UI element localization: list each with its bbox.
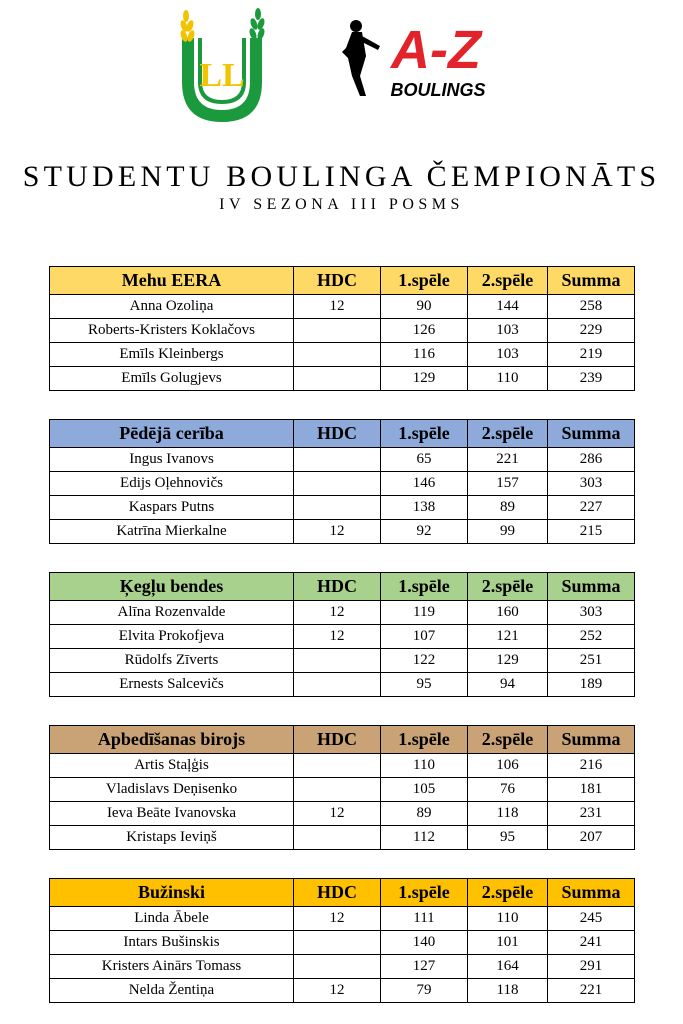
player-game2: 110 [468,907,548,931]
player-name: Katrīna Mierkalne [50,520,294,544]
player-game2: 129 [468,649,548,673]
total-header: Summa [548,420,635,448]
player-total: 231 [548,802,635,826]
player-row [50,649,635,673]
team-table [49,725,635,850]
player-game2: 118 [468,802,548,826]
player-game1: 129 [381,367,468,391]
player-game2: 95 [468,826,548,850]
player-total: 286 [548,448,635,472]
player-game2: 164 [468,955,548,979]
player-name: Kristers Ainārs Tomass [50,955,294,979]
player-game2: 110 [468,367,548,391]
player-total: 219 [548,343,635,367]
game2-header: 2.spēle [468,267,548,295]
player-game1: 146 [381,472,468,496]
player-row [50,448,635,472]
player-game2: 106 [468,754,548,778]
player-game2: 94 [468,673,548,697]
player-game2: 103 [468,343,548,367]
player-game1: 110 [381,754,468,778]
player-name: Edijs Oļehnovičs [50,472,294,496]
player-game2: 221 [468,448,548,472]
player-game2: 121 [468,625,548,649]
player-total: 303 [548,601,635,625]
az-boulings-logo [340,16,500,100]
player-game1: 79 [381,979,468,1003]
player-hdc: 12 [294,802,381,826]
player-row [50,673,635,697]
player-hdc [294,754,381,778]
player-total: 215 [548,520,635,544]
hdc-header: HDC [294,420,381,448]
player-hdc [294,649,381,673]
player-game1: 111 [381,907,468,931]
player-name: Emīls Kleinbergs [50,343,294,367]
player-name: Kaspars Putns [50,496,294,520]
team-header-row [50,879,635,907]
total-header: Summa [548,879,635,907]
team-name-header: Ķegļu bendes [50,573,294,601]
player-name: Vladislavs Deņisenko [50,778,294,802]
player-hdc [294,496,381,520]
player-name: Alīna Rozenvalde [50,601,294,625]
hdc-header: HDC [294,726,381,754]
player-hdc [294,472,381,496]
player-game2: 76 [468,778,548,802]
player-total: 189 [548,673,635,697]
player-game1: 92 [381,520,468,544]
player-total: 216 [548,754,635,778]
player-game2: 144 [468,295,548,319]
player-total: 207 [548,826,635,850]
hdc-header: HDC [294,267,381,295]
player-total: 291 [548,955,635,979]
player-hdc [294,826,381,850]
player-hdc [294,778,381,802]
player-row [50,826,635,850]
player-game2: 89 [468,496,548,520]
team-header-row [50,573,635,601]
page-subtitle: IV SEZONA III POSMS [219,196,464,213]
player-name: Linda Ābele [50,907,294,931]
player-game1: 112 [381,826,468,850]
player-name: Ieva Beāte Ivanovska [50,802,294,826]
player-hdc: 12 [294,601,381,625]
total-header: Summa [548,267,635,295]
player-row [50,601,635,625]
player-row [50,520,635,544]
player-row [50,931,635,955]
player-name: Ernests Salcevičs [50,673,294,697]
player-game2: 103 [468,319,548,343]
game2-header: 2.spēle [468,726,548,754]
player-row [50,802,635,826]
player-name: Nelda Žentiņa [50,979,294,1003]
player-game1: 116 [381,343,468,367]
player-row [50,319,635,343]
player-name: Rūdolfs Zīverts [50,649,294,673]
player-hdc: 12 [294,907,381,931]
total-header: Summa [548,726,635,754]
total-header: Summa [548,573,635,601]
player-game2: 157 [468,472,548,496]
hdc-header: HDC [294,573,381,601]
player-name: Roberts-Kristers Koklačovs [50,319,294,343]
team-table [49,266,635,391]
team-header-row [50,420,635,448]
player-hdc [294,931,381,955]
game1-header: 1.spēle [381,726,468,754]
game1-header: 1.spēle [381,879,468,907]
team-name-header: Apbedīšanas birojs [50,726,294,754]
player-hdc [294,367,381,391]
player-total: 221 [548,979,635,1003]
player-game1: 65 [381,448,468,472]
player-row [50,754,635,778]
team-name-header: Pēdējā cerība [50,420,294,448]
game2-header: 2.spēle [468,573,548,601]
game1-header: 1.spēle [381,573,468,601]
player-name: Kristaps Ieviņš [50,826,294,850]
player-total: 251 [548,649,635,673]
team-name-header: Bužinski [50,879,294,907]
player-total: 181 [548,778,635,802]
player-game1: 119 [381,601,468,625]
player-total: 245 [548,907,635,931]
player-row [50,979,635,1003]
player-game1: 138 [381,496,468,520]
player-row [50,955,635,979]
player-name: Intars Bušinskis [50,931,294,955]
player-name: Emīls Golugjevs [50,367,294,391]
team-header-row [50,267,635,295]
player-name: Elvita Prokofjeva [50,625,294,649]
player-row [50,778,635,802]
player-hdc: 12 [294,520,381,544]
player-row [50,625,635,649]
player-game1: 126 [381,319,468,343]
player-name: Anna Ozoliņa [50,295,294,319]
llu-logo [176,4,268,126]
player-game1: 107 [381,625,468,649]
player-game2: 160 [468,601,548,625]
player-total: 227 [548,496,635,520]
team-name-header: Mehu EERA [50,267,294,295]
player-row [50,343,635,367]
player-game2: 101 [468,931,548,955]
svg-text:BOULINGS: BOULINGS [390,80,486,100]
player-row [50,472,635,496]
player-row [50,496,635,520]
player-hdc [294,319,381,343]
player-game1: 95 [381,673,468,697]
team-header-row [50,726,635,754]
team-table [49,419,635,544]
team-table [49,572,635,697]
player-game2: 118 [468,979,548,1003]
game2-header: 2.spēle [468,879,548,907]
hdc-header: HDC [294,879,381,907]
player-total: 241 [548,931,635,955]
player-game1: 89 [381,802,468,826]
player-hdc [294,448,381,472]
page-title: STUDENTU BOULINGA ČEMPIONĀTS [22,160,661,193]
player-total: 303 [548,472,635,496]
player-hdc [294,343,381,367]
player-row [50,367,635,391]
player-total: 239 [548,367,635,391]
game2-header: 2.spēle [468,420,548,448]
player-hdc: 12 [294,979,381,1003]
game1-header: 1.spēle [381,267,468,295]
svg-text:A-Z: A-Z [391,20,481,80]
team-table [49,878,635,1003]
player-game2: 99 [468,520,548,544]
player-name: Ingus Ivanovs [50,448,294,472]
player-name: Artis Staļģis [50,754,294,778]
svg-text:LL: LL [199,57,245,94]
player-row [50,907,635,931]
player-game1: 127 [381,955,468,979]
player-hdc: 12 [294,625,381,649]
player-game1: 140 [381,931,468,955]
player-hdc: 12 [294,295,381,319]
player-total: 258 [548,295,635,319]
player-hdc [294,673,381,697]
player-row [50,295,635,319]
player-total: 229 [548,319,635,343]
game1-header: 1.spēle [381,420,468,448]
player-game1: 90 [381,295,468,319]
player-total: 252 [548,625,635,649]
player-hdc [294,955,381,979]
player-game1: 122 [381,649,468,673]
player-game1: 105 [381,778,468,802]
